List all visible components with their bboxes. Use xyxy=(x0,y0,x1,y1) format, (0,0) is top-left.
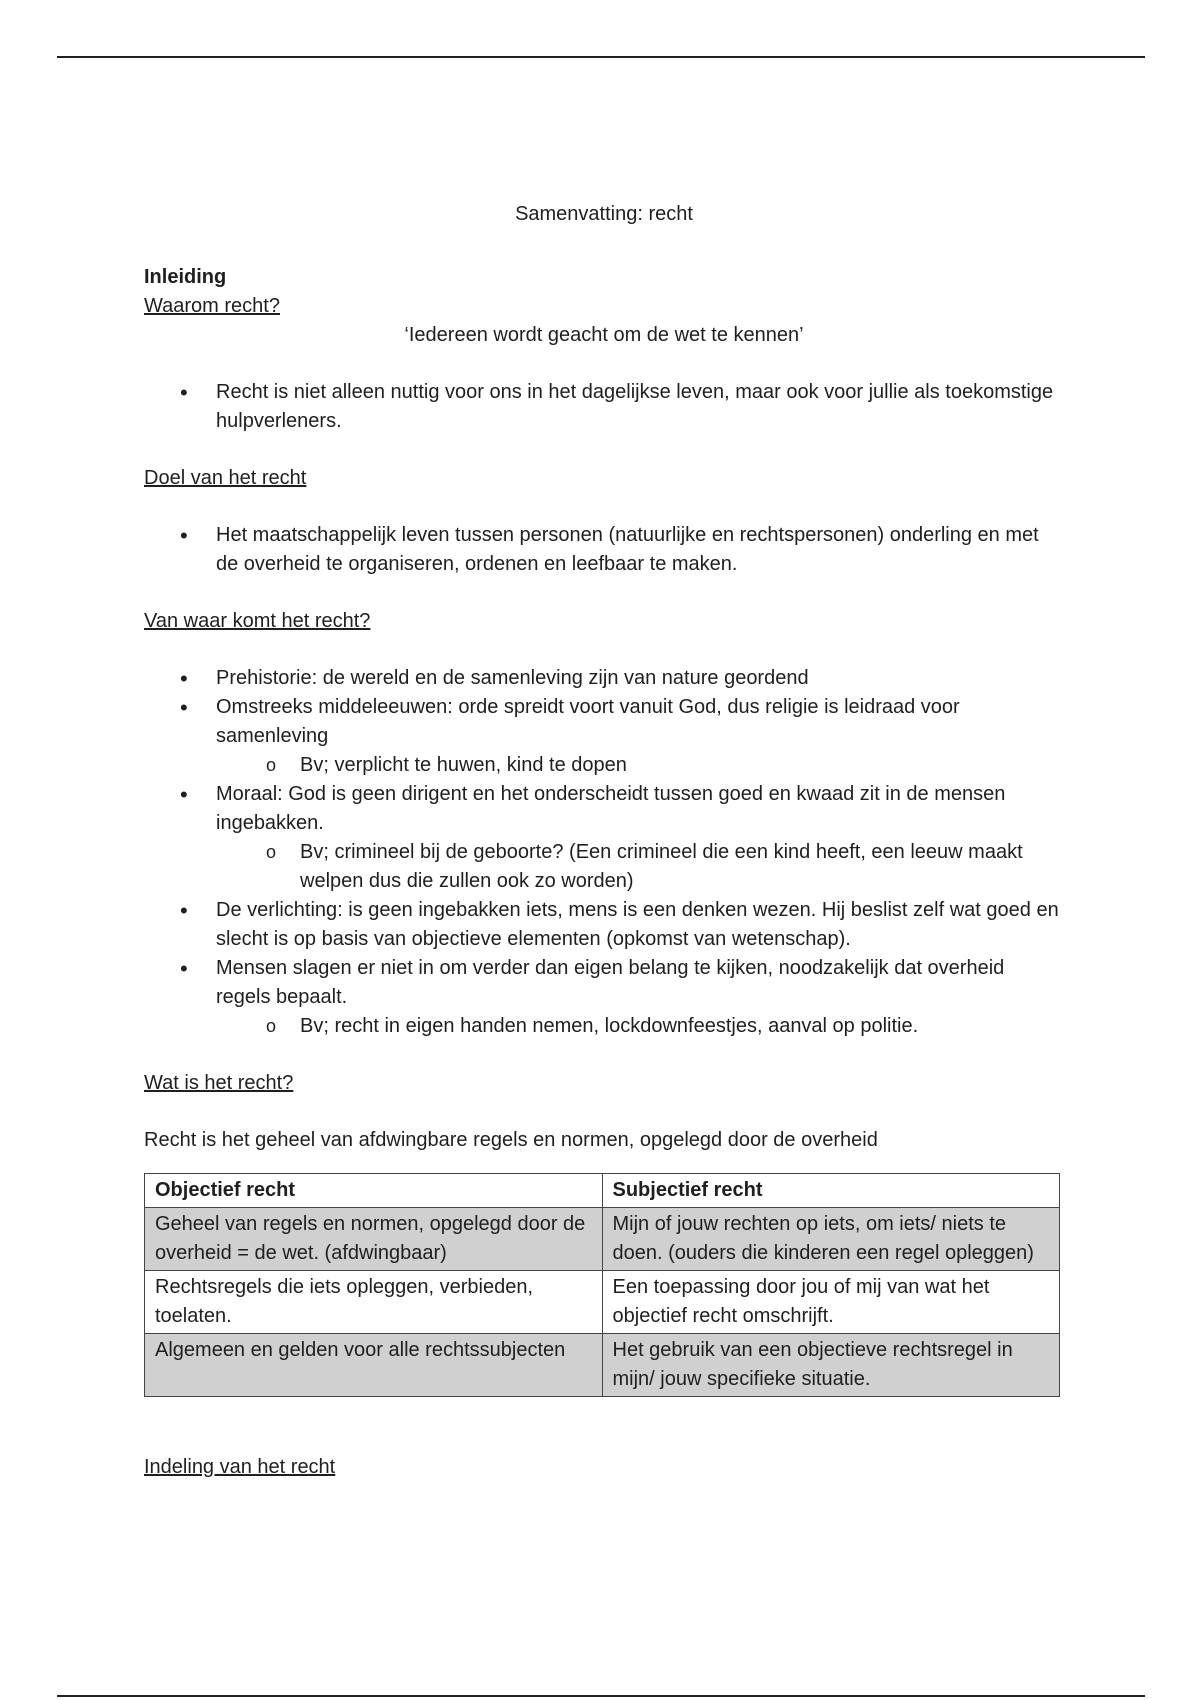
table-cell: Geheel van regels en normen, opgelegd door de overheid = de wet. (afdwingbaar) xyxy=(145,1208,603,1271)
section-heading-herkomst: Van waar komt het recht? xyxy=(144,610,371,632)
list-item-text: Omstreeks middeleeuwen: orde spreidt voort vanuit God, dus religie is leidraad voor samenleving xyxy=(216,696,960,747)
table-cell: Algemeen en gelden voor alle rechtssubjecten xyxy=(145,1334,603,1397)
bullet-list-doel xyxy=(144,521,1064,579)
table-cell: Een toepassing door jou of mij van wat het objectief recht omschrijft. xyxy=(602,1271,1060,1334)
table-row xyxy=(145,1334,1060,1397)
list-item: • Prehistorie: de wereld en de samenleving zijn van nature geordend xyxy=(144,664,1064,693)
table-cell: Het gebruik van een objectieve rechtsregel in mijn/ jouw specifieke situatie. xyxy=(602,1334,1060,1397)
list-item: • Het maatschappelijk leven tussen personen (natuurlijke en rechtspersonen) onderling en met de overheid te organiseren, ordenen en leefbaar te maken. xyxy=(144,521,1064,579)
list-item xyxy=(144,780,1064,896)
table-row xyxy=(145,1271,1060,1334)
quote: ‘Iedereen wordt geacht om de wet te kennen’ xyxy=(404,324,804,346)
bullet-list-waarom xyxy=(144,378,1064,436)
table-header-row xyxy=(145,1174,1060,1208)
intro-heading: Inleiding xyxy=(144,266,227,288)
table-cell: Rechtsregels die iets opleggen, verbieden, toelaten. xyxy=(145,1271,603,1334)
definition-text: Recht is het geheel van afdwingbare regels en normen, opgelegd door de overheid xyxy=(144,1129,878,1151)
list-item: • De verlichting: is geen ingebakken iets, mens is een denken wezen. Hij beslist zelf wat goed en slecht is op basis van objectieve elementen (opkomst van wetenschap). xyxy=(144,896,1064,954)
section-heading-waarom: Waarom recht? xyxy=(144,295,280,317)
table-header-cell: Objectief recht xyxy=(145,1174,603,1208)
table-header-cell: Subjectief recht xyxy=(602,1174,1060,1208)
bullet-list-herkomst xyxy=(144,664,1064,1041)
list-item: • Recht is niet alleen nuttig voor ons in het dagelijkse leven, maar ook voor jullie als toekomstige hulpverleners. xyxy=(144,378,1064,436)
recht-table xyxy=(144,1173,1060,1397)
sub-list xyxy=(216,751,1064,780)
sub-list xyxy=(216,838,1064,896)
table-cell: Mijn of jouw rechten op iets, om iets/ niets te doen. (ouders die kinderen een regel opleggen) xyxy=(602,1208,1060,1271)
table-row xyxy=(145,1208,1060,1271)
list-item-text: Mensen slagen er niet in om verder dan eigen belang te kijken, noodzakelijk dat overheid regels bepaalt. xyxy=(216,957,1005,1008)
section-heading-wat: Wat is het recht? xyxy=(144,1072,294,1094)
document-page xyxy=(144,200,1064,1482)
section-heading-indeling: Indeling van het recht xyxy=(144,1456,336,1478)
document-title: Samenvatting: recht xyxy=(515,203,693,225)
section-heading-doel: Doel van het recht xyxy=(144,467,307,489)
sub-list-item: o Bv; verplicht te huwen, kind te dopen xyxy=(216,751,1064,780)
list-item xyxy=(144,954,1064,1041)
list-item xyxy=(144,693,1064,780)
header-rule xyxy=(57,56,1145,58)
list-item-text: Moraal: God is geen dirigent en het onderscheidt tussen goed en kwaad zit in de mensen ingebakken. xyxy=(216,783,1006,834)
sub-list-item: o Bv; crimineel bij de geboorte? (Een crimineel die een kind heeft, een leeuw maakt welpen dus die zullen ook zo worden) xyxy=(216,838,1064,896)
sub-list-item: o Bv; recht in eigen handen nemen, lockdownfeestjes, aanval op politie. xyxy=(216,1012,1064,1041)
footer-rule xyxy=(57,1695,1145,1697)
sub-list xyxy=(216,1012,1064,1041)
